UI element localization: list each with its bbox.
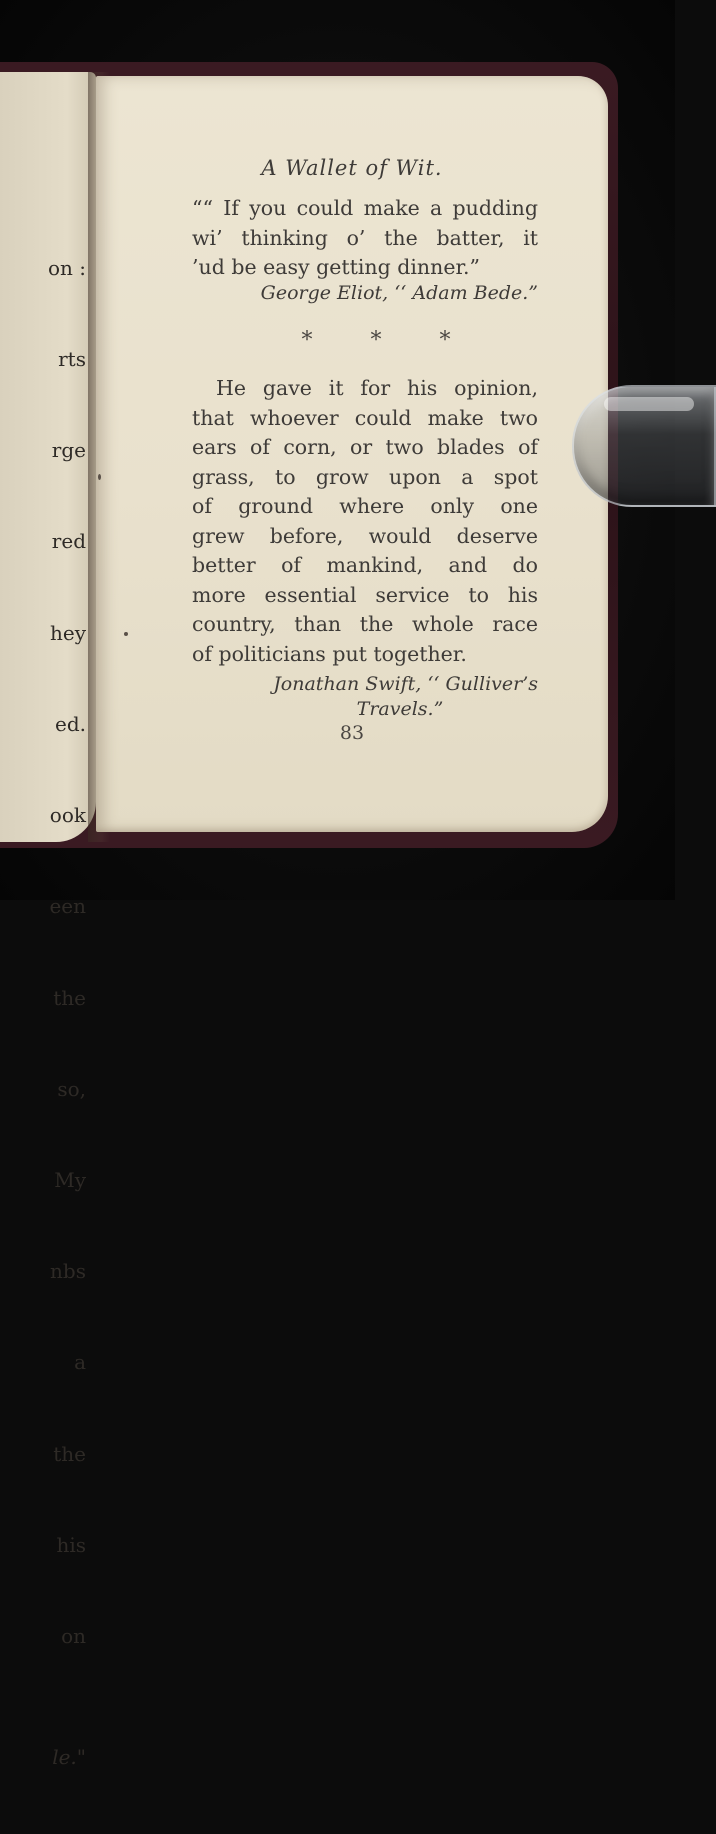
acrylic-page-clip (572, 385, 716, 507)
left-line: on : (47, 255, 86, 280)
quote-line: He gave it for his opinion, (216, 376, 538, 400)
quote-line: more essential service to his (192, 582, 538, 607)
quote-line: wi’ thinking o’ the batter, it (192, 225, 538, 250)
swift-attribution (192, 672, 538, 722)
left-line: the (53, 985, 86, 1010)
left-line: hey (49, 620, 86, 645)
right-page-text (96, 76, 608, 832)
left-line: the (53, 1441, 86, 1466)
eliot-attribution: George Eliot, ‘‘ Adam Bede.” (260, 282, 538, 304)
left-line: so, (57, 1076, 86, 1101)
left-line: on (61, 1624, 86, 1649)
swift-quote (192, 374, 538, 669)
eliot-quote (192, 194, 538, 283)
paper-speck (124, 632, 128, 636)
left-line: a (74, 1350, 86, 1375)
left-line-tail: le." (52, 1745, 86, 1770)
paper-speck (98, 474, 101, 480)
quote-line: grass, to grow upon a spot (192, 464, 538, 489)
quote-line: ““ If you could make a pudding (192, 196, 538, 220)
quote-line: country, than the whole race (192, 612, 538, 636)
page-number: 83 (339, 722, 365, 744)
quote-line: grew before, would deserve (192, 523, 538, 548)
left-line: My (54, 1168, 86, 1192)
left-line: rts (58, 347, 86, 372)
quote-line: of politicians put together. (192, 641, 467, 666)
swift-attribution-line1: Jonathan Swift, ‘‘ Gulliver’s (273, 673, 538, 695)
asterism-separator (296, 328, 456, 353)
left-line: red (51, 529, 86, 554)
quote-line: ’ud be easy getting dinner.” (192, 255, 480, 279)
left-line: een (49, 894, 86, 919)
asterisk: * (301, 328, 313, 353)
asterisk: * (370, 328, 382, 353)
left-line: ook (49, 803, 86, 828)
left-page (0, 72, 96, 1770)
clip-highlight (604, 397, 694, 411)
quote-line: ears of corn, or two blades of (192, 435, 538, 459)
left-page-text (48, 192, 86, 1834)
left-line: his (56, 1532, 86, 1557)
left-line: nbs (50, 1259, 86, 1284)
asterisk: * (439, 328, 451, 353)
right-page (96, 76, 608, 832)
left-line: rge (51, 438, 86, 463)
quote-line: better of mankind, and do (192, 553, 538, 577)
quote-line: of ground where only one (192, 494, 538, 518)
running-head: A Wallet of Wit. (261, 156, 443, 180)
quote-line: that whoever could make two (192, 405, 538, 430)
left-line: ed. (55, 711, 86, 736)
swift-attribution-line2: Travels.” (356, 698, 444, 720)
